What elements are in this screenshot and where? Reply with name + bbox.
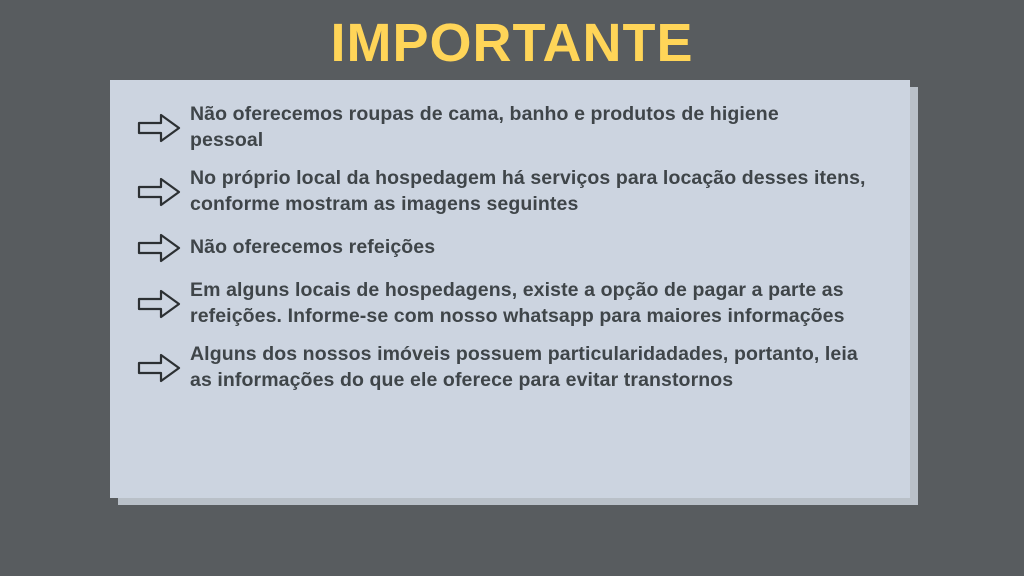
list-item-text: Não oferecemos refeições (190, 236, 436, 259)
arrow-right-icon (136, 287, 182, 321)
list-item-text: No próprio local da hospedagem há serviços para locação desses itens, conforme mostram as imagens seguintes (190, 167, 866, 216)
list-item-text: Em alguns locais de hospedagens, existe a opção de pagar a parte as refeições. Informe-se com nosso whatsapp para maiores informações (190, 278, 845, 327)
list-item (136, 231, 884, 265)
list-item (136, 166, 884, 217)
arrow-right-icon (136, 111, 182, 145)
list-item-text: Não oferecemos roupas de cama, banho e produtos de higiene pessoal (190, 103, 779, 151)
list-item (136, 278, 884, 329)
bullet-list (136, 98, 884, 394)
content-card (110, 80, 910, 498)
list-item (136, 102, 884, 153)
arrow-right-icon (136, 175, 182, 209)
arrow-right-icon (136, 231, 182, 265)
arrow-right-icon (136, 351, 182, 385)
list-item (136, 342, 884, 393)
page-title: IMPORTANTE (330, 13, 694, 73)
list-item-text: Alguns dos nossos imóveis possuem particularidadades, portanto, leia as informações do que ele oferece para evitar transtornos (190, 343, 858, 392)
